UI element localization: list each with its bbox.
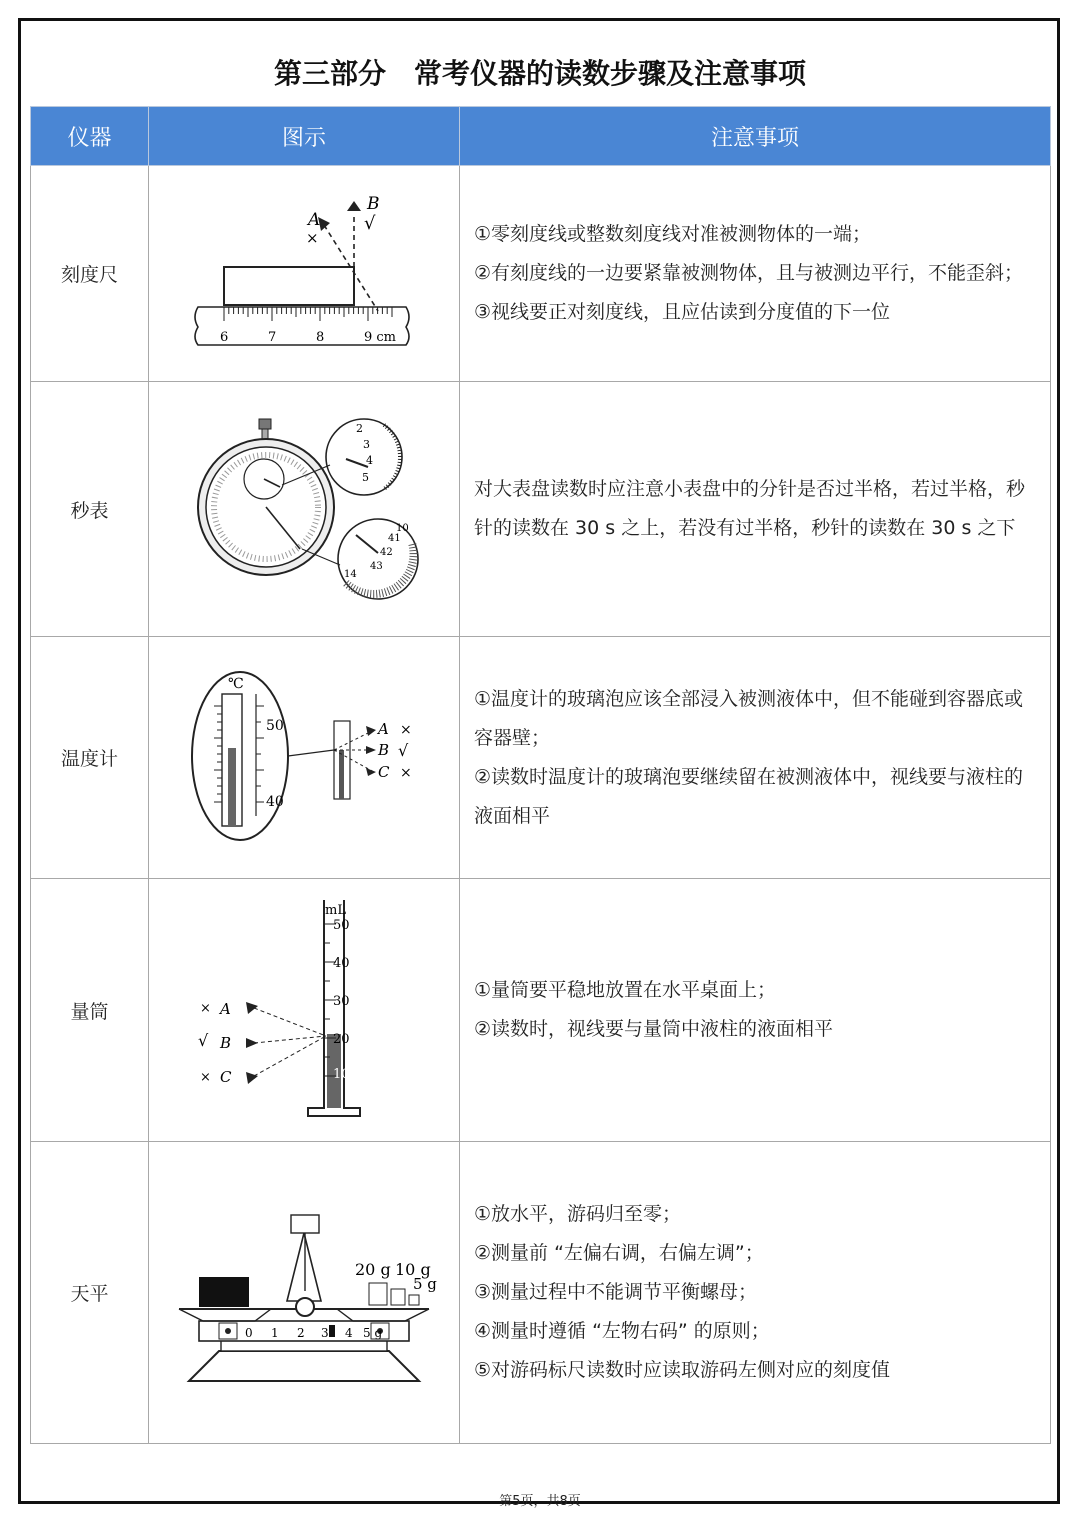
eye-icon [246, 1038, 258, 1048]
instrument-name: 刻度尺 [31, 166, 149, 382]
ruler-tick-label: 9 cm [364, 329, 397, 345]
scale-label: 50 [266, 717, 284, 734]
note-line: ①量筒要平稳地放置在水平桌面上； [474, 979, 777, 1001]
scale-label: 3 [321, 1325, 329, 1340]
table-row [31, 637, 1051, 879]
note-line: ③测量过程中不能调节平衡螺母； [474, 1281, 758, 1303]
balance-diagram [159, 1191, 449, 1391]
eye-icon [347, 201, 361, 211]
note-line: ①零刻度线或整数刻度线对准被测物体的一端； [474, 223, 872, 245]
instrument-table [30, 106, 1051, 1444]
dial-number: 4 [366, 454, 373, 467]
table-row [31, 166, 1051, 382]
scale-label: 10 [333, 1067, 350, 1082]
balance-figure [149, 1142, 460, 1444]
wrong-mark: × [200, 1070, 211, 1085]
viewpoint-label: C [378, 762, 390, 781]
note-line: ①温度计的玻璃泡应该全部浸入被测液体中，但不能碰到容器底或容器壁； [474, 687, 1024, 749]
scale-label: 1 [271, 1325, 279, 1340]
note-line: ②读数时，视线要与量筒中液柱的液面相平 [474, 1018, 834, 1040]
viewpoint-label: A [378, 719, 389, 738]
ruler-tick-label: 6 [220, 329, 229, 345]
scale-label: 0 [245, 1325, 253, 1340]
wrong-mark: × [400, 764, 412, 781]
note-line: ②测量前 “左偏右调，右偏左调”； [474, 1242, 764, 1264]
scale-label: 40 [333, 956, 350, 971]
dial-number: 5 [362, 471, 369, 484]
notes-cell [460, 637, 1051, 879]
dial-number: 2 [356, 422, 363, 435]
scale-label: 30 [333, 994, 350, 1009]
correct-mark: √ [364, 212, 376, 234]
wrong-mark: × [306, 228, 319, 247]
eye-icon [246, 1072, 258, 1084]
page-title: 第三部分 常考仪器的读数步骤及注意事项 [273, 57, 806, 90]
note-line: ②有刻度线的一边要紧靠被测物体，且与被测边平行，不能歪斜； [474, 262, 1024, 284]
eye-icon [366, 726, 376, 736]
note-line: ②读数时温度计的玻璃泡要继续留在被测液体中，视线要与液柱的液面相平 [474, 765, 1024, 827]
notes-cell [460, 879, 1051, 1142]
dial-number: 41 [388, 533, 401, 544]
unit-label: mL [325, 903, 346, 918]
viewpoint-label: B [367, 193, 380, 214]
notes-cell [460, 166, 1051, 382]
scale-label: 5 g [363, 1325, 383, 1340]
scale-label: 20 [333, 1032, 350, 1047]
eye-icon [366, 768, 376, 776]
correct-mark: √ [398, 740, 409, 760]
thermometer-diagram [184, 666, 424, 846]
instrument-name: 温度计 [31, 637, 149, 879]
dial-number: 10 [396, 523, 409, 534]
scale-label: 2 [297, 1325, 305, 1340]
dial-number: 42 [380, 547, 393, 558]
eye-icon [246, 1002, 258, 1014]
viewpoint-label: A [308, 209, 321, 230]
note-line: ③视线要正对刻度线，且应估读到分度值的下一位 [474, 301, 891, 323]
instrument-name: 量筒 [31, 879, 149, 1142]
viewpoint-label: A [220, 1000, 231, 1018]
weight-label: 5 g [413, 1274, 437, 1293]
cylinder-diagram [184, 888, 424, 1128]
eye-icon [366, 746, 376, 754]
note-line: ⑤对游码标尺读数时应读取游码左侧对应的刻度值 [474, 1359, 891, 1381]
ruler-figure [149, 166, 460, 382]
table-row [31, 382, 1051, 637]
ruler-diagram [184, 187, 424, 357]
ruler-tick-label: 8 [316, 329, 325, 345]
viewpoint-label: C [220, 1068, 232, 1086]
header-figure: 图示 [149, 107, 460, 166]
viewpoint-label: B [220, 1034, 232, 1052]
stopwatch-figure [149, 382, 460, 637]
header-instrument: 仪器 [31, 107, 149, 166]
dial-number: 14 [344, 569, 357, 580]
scale-label: 4 [345, 1325, 353, 1340]
note-line: ④测量时遵循 “左物右码” 的原则； [474, 1320, 770, 1342]
ruler-tick-label: 7 [268, 329, 277, 345]
thermometer-figure [149, 637, 460, 879]
weight-label: 20 g [355, 1259, 391, 1279]
note-line: 对大表盘读数时应注意小表盘中的分针是否过半格，若过半格，秒针的读数在 30 s 之上，若没有过半格，秒针的读数在 30 s 之下 [474, 478, 1026, 539]
table-row [31, 879, 1051, 1142]
rider-icon [329, 1325, 335, 1337]
dial-number: 3 [363, 438, 370, 451]
page-footer: 第5页，共8页 [499, 1494, 581, 1509]
note-line: ①放水平，游码归至零； [474, 1203, 682, 1225]
correct-mark: √ [198, 1031, 209, 1050]
object-block [199, 1277, 249, 1307]
wrong-mark: × [200, 1001, 211, 1016]
scale-label: 40 [266, 793, 284, 810]
stopwatch-diagram [184, 407, 424, 607]
weight-label: 10 g [395, 1259, 431, 1279]
scale-label: 50 [333, 918, 350, 933]
wrong-mark: × [400, 721, 412, 738]
instrument-name: 秒表 [31, 382, 149, 637]
viewpoint-label: B [378, 740, 390, 759]
notes-cell [460, 1142, 1051, 1444]
table-row [31, 1142, 1051, 1444]
header-notes: 注意事项 [460, 107, 1051, 166]
cylinder-figure [149, 879, 460, 1142]
unit-label: ℃ [228, 675, 244, 692]
dial-number: 43 [370, 561, 383, 572]
table-header-row [31, 107, 1051, 166]
instrument-name: 天平 [31, 1142, 149, 1444]
notes-cell [460, 382, 1051, 637]
